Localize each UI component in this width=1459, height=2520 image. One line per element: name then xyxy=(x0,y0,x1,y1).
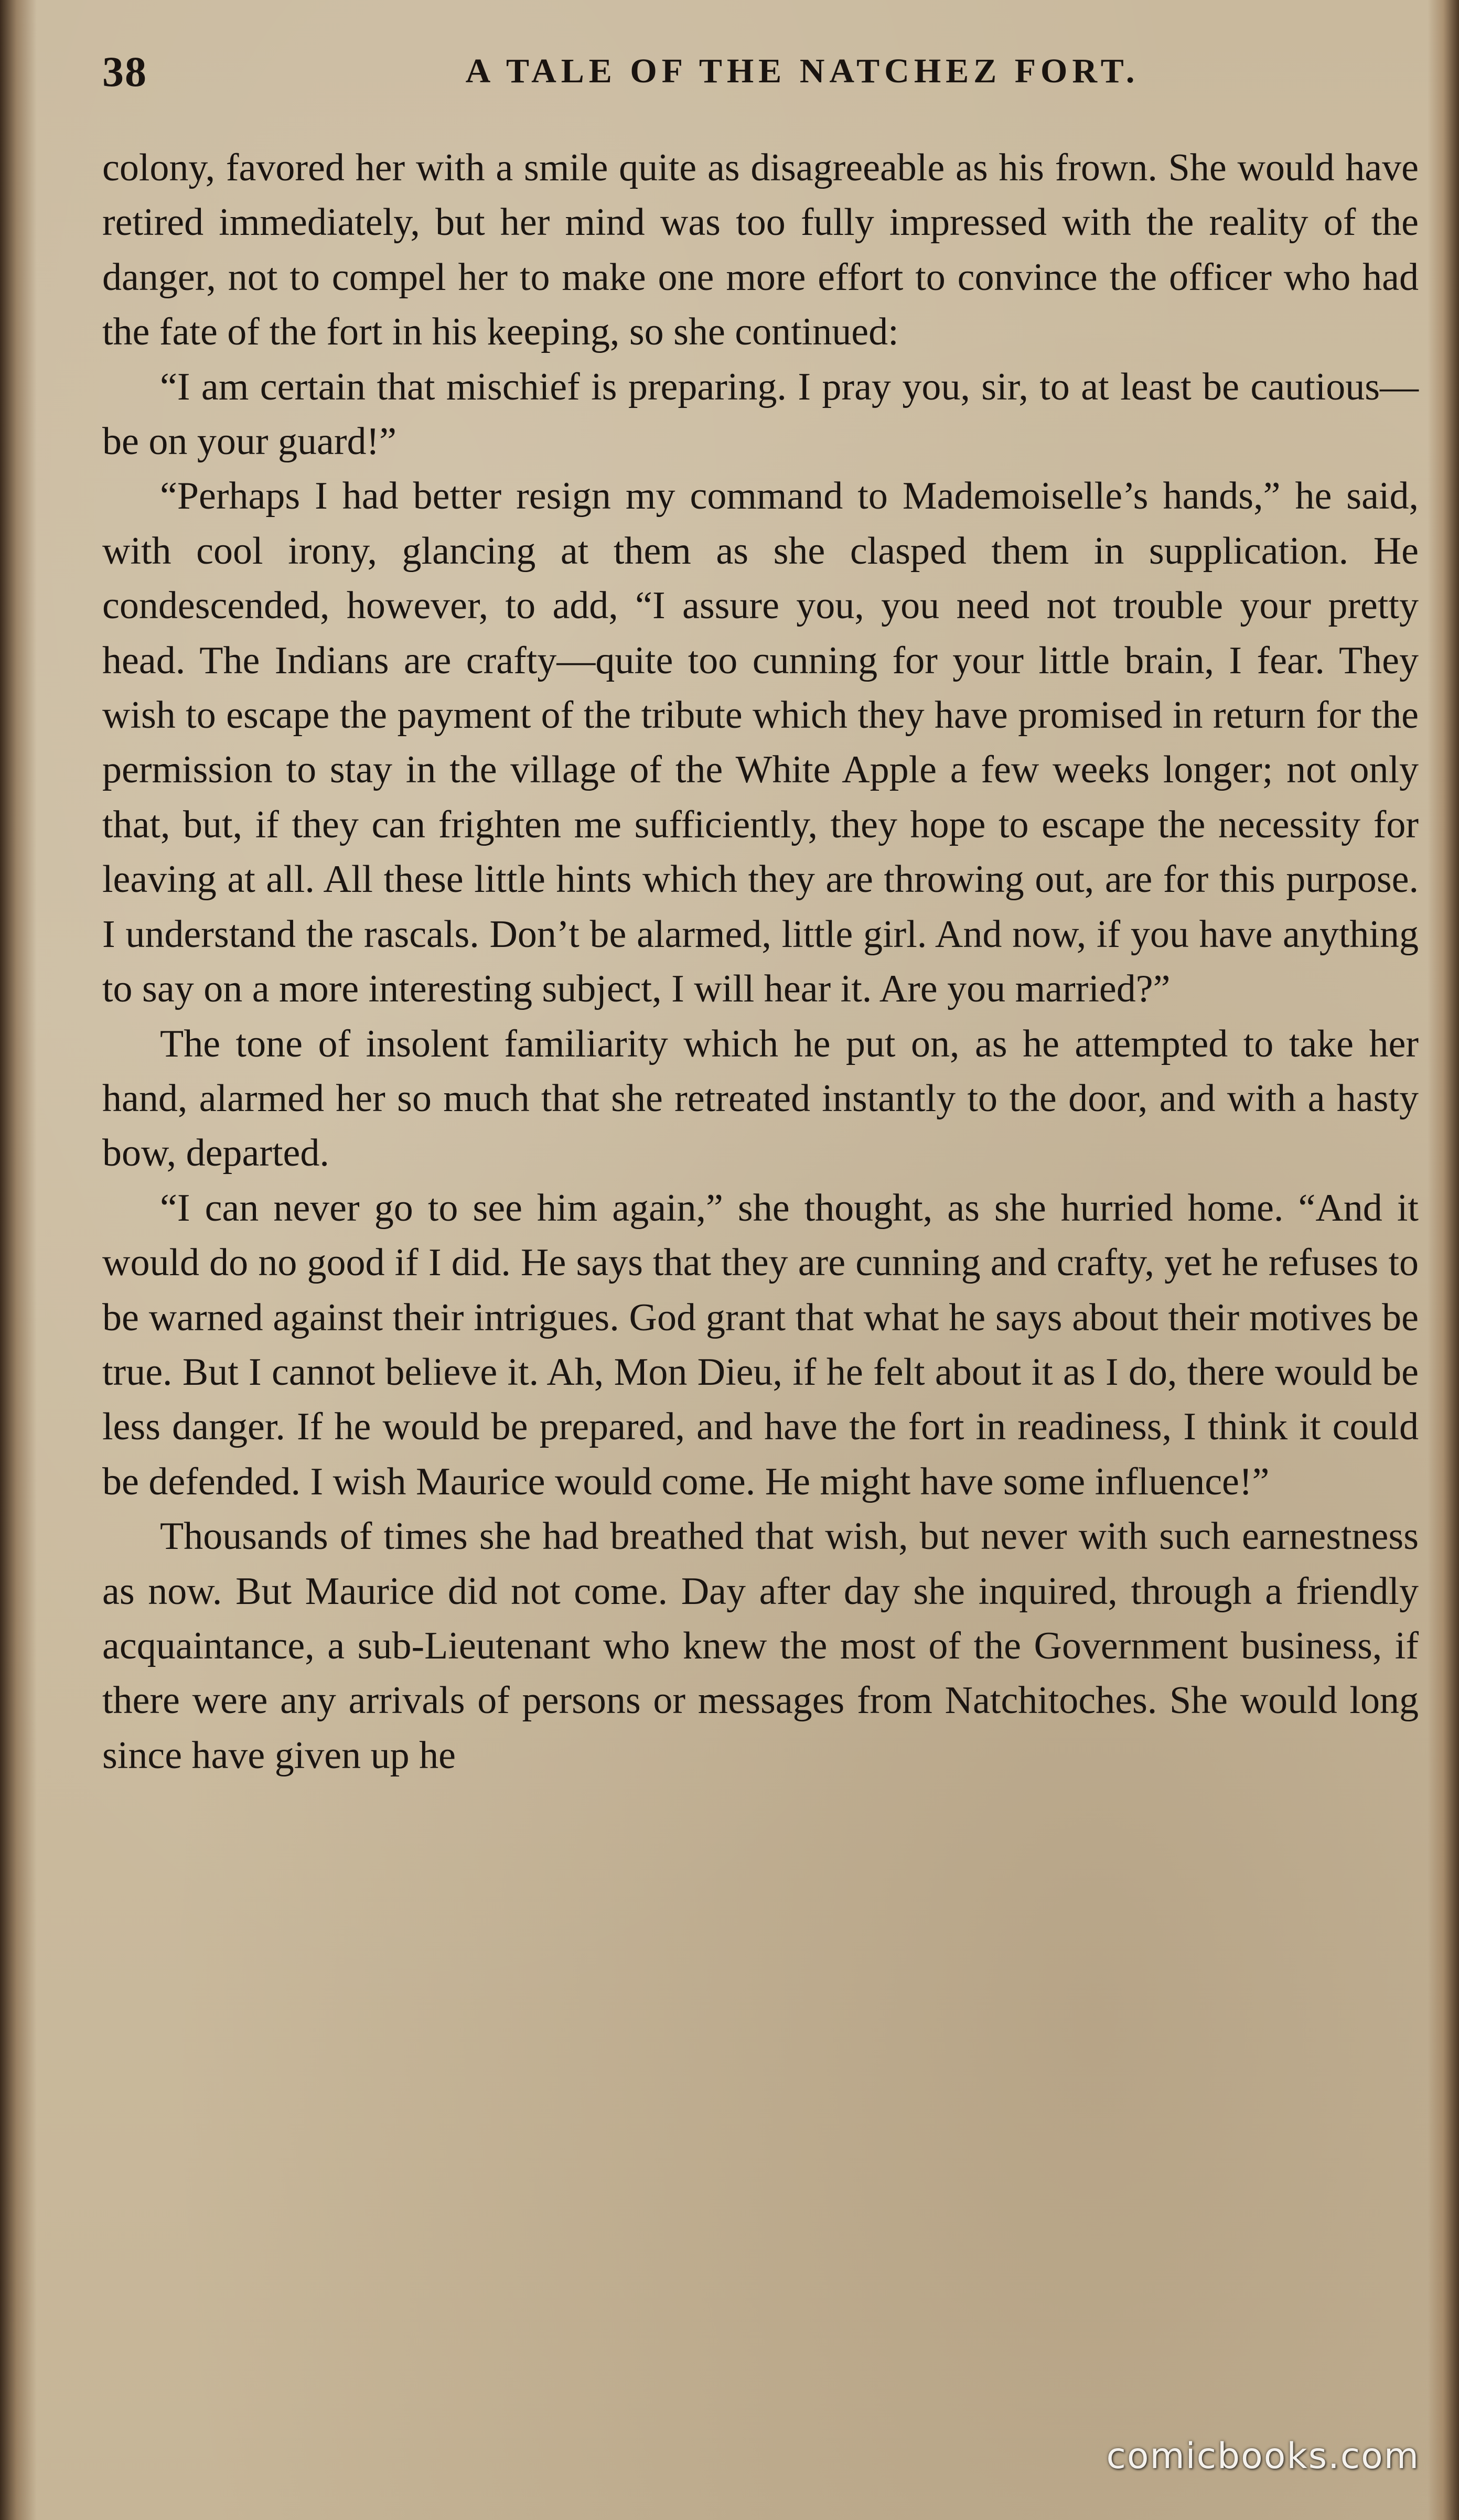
paragraph-5: “I can never go to see him again,” she thought, as she hurried home. “And it would do no good if I did. He says that they are cunning and crafty, yet he refuses to be warned against their intrigues. God grant that what he says about their motives be true. But I cannot believe it. Ah, Mon Dieu, if he felt about it as I do, there would be less danger. If he would be prepared, and have the fort in readiness, I think it could be defended. I wish Maurice would come. He might have some influence!” xyxy=(102,1186,1419,1503)
page-number: 38 xyxy=(102,48,147,95)
paragraph-2: “I am certain that mischief is preparing. I pray you, sir, to at least be cautious—be on your guard!” xyxy=(102,365,1419,464)
paragraph-6: Thousands of times she had breathed that wish, but never with such earnestness as now. But Maurice did not come. Day after day she inquired, through a friendly acquaintance, a sub-Lieutenant who knew the most of the Government business, if there were any arrivals of persons or messages from Natchitoches. She would long since have given up he xyxy=(102,1515,1419,1777)
watermark-text: comicbooks.com xyxy=(1106,2436,1420,2477)
paragraph-1: colony, favored her with a smile quite as disagreeable as his frown. She would have retired immediately, but her mind was too fully impressed with the reality of the danger, not to compel her to make one more effort to convince the officer who had the fate of the fort in his keeping, so she continued: xyxy=(102,146,1419,354)
running-head: A TALE OF THE NATCHEZ FORT. xyxy=(465,52,1140,90)
paragraph-3: “Perhaps I had better resign my command to Mademoiselle’s hands,” he said, with cool irony, glancing at them as she clasped them in supplication. He condescended, however, to add, “I assure you, you need not trouble your pretty head. The Indians are crafty—quite too cunning for your little brain, I fear. They wish to escape the payment of the tribute which they have promised in return for the permission to stay in the village of the White Apple a few weeks longer; not only that, but, if they can frighten me sufficiently, they hope to escape the necessity for leaving at all. All these little hints which they are throwing out, are for this purpose. I understand the rascals. Don’t be alarmed, little girl. And now, if you have anything to say on a more interesting subject, I will hear it. Are you married?” xyxy=(102,475,1419,1011)
body-text xyxy=(102,141,1419,1783)
page-shadow-right xyxy=(1428,0,1459,2520)
paragraph-4: The tone of insolent familiarity which he put on, as he attempted to take her hand, alarmed her so much that she retreated instantly to the door, and with a hasty bow, departed. xyxy=(102,1022,1419,1175)
page-header xyxy=(102,47,1419,105)
page-shadow-left xyxy=(0,0,37,2520)
